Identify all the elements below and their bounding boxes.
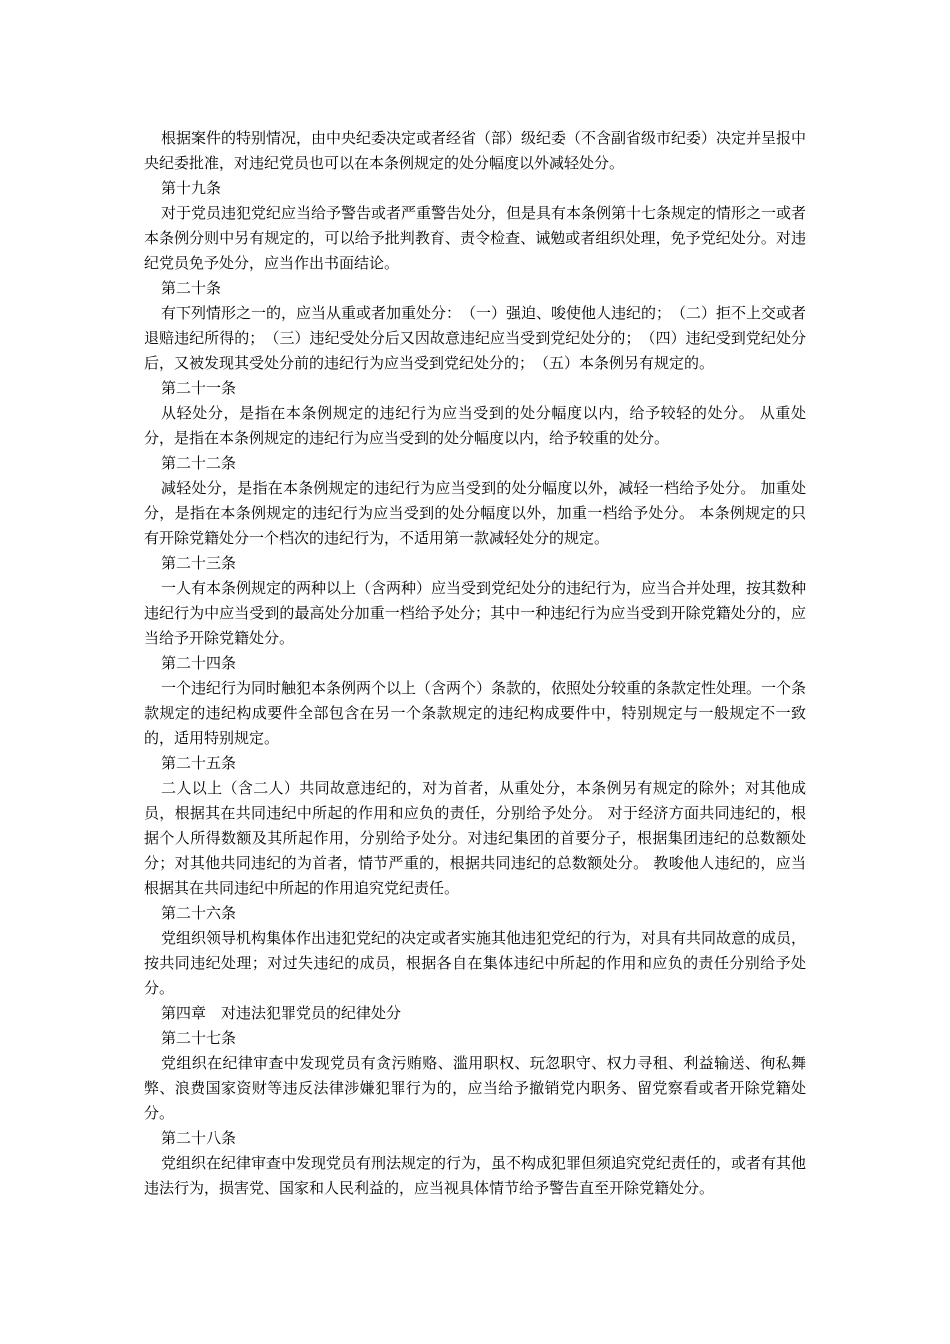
paragraph-article-25: 二人以上（含二人）共同故意违纪的，对为首者，从重处分，本条例另有规定的除外；对其他成员，根据其在共同违纪中所起的作用和应负的责任，分别给予处分。 对于经济方面共同违纪的，根据个人所得数额及其所起作用，分别给予处分。对违纪集团的首要分子，根据集团违纪的总数额处分；对其他共同违纪的为首者，情节严重的，根据共同违纪的总数额处分。 教唆他人违纪的，应当根据其在共同违纪中所起的作用追究党纪责任。 <box>144 779 806 897</box>
article-heading-24: 第二十四条 <box>161 654 237 672</box>
article-heading-20: 第二十条 <box>161 279 222 297</box>
article-heading-19: 第十九条 <box>161 179 222 197</box>
paragraph-reduced-punishment: 根据案件的特别情况，由中央纪委决定或者经省（部）级纪委（不含副省级市纪委）决定并呈报中央纪委批准，对违纪党员也可以在本条例规定的处分幅度以外减轻处分。 <box>144 129 807 172</box>
paragraph-article-26: 党组织领导机构集体作出违犯党纪的决定或者实施其他违犯党纪的行为，对具有共同故意的成员，按共同违纪处理；对过失违纪的成员，根据各自在集体违纪中所起的作用和应负的责任分别给予处分。 <box>144 929 807 997</box>
paragraph-article-28: 党组织在纪律审查中发现党员有刑法规定的行为，虽不构成犯罪但须追究党纪责任的，或者有其他违法行为，损害党、国家和人民利益的，应当视具体情节给予警告直至开除党籍处分。 <box>144 1154 807 1197</box>
article-heading-23: 第二十三条 <box>161 554 237 572</box>
article-heading-22: 第二十二条 <box>161 454 237 472</box>
article-heading-25: 第二十五条 <box>161 754 237 772</box>
article-heading-27: 第二十七条 <box>161 1029 237 1047</box>
paragraph-article-21: 从轻处分，是指在本条例规定的违纪行为应当受到的处分幅度以内，给予较轻的处分。 从重处分，是指在本条例规定的违纪行为应当受到的处分幅度以内，给予较重的处分。 <box>144 404 806 447</box>
paragraph-article-22: 减轻处分，是指在本条例规定的违纪行为应当受到的处分幅度以外，减轻一档给予处分。 加重处分，是指在本条例规定的违纪行为应当受到的处分幅度以外，加重一档给予处分。 本条例规定的只有开除党籍处分一个档次的违纪行为，不适用第一款减轻处分的规定。 <box>144 479 806 547</box>
paragraph-article-19: 对于党员违犯党纪应当给予警告或者严重警告处分，但是具有本条例第十七条规定的情形之一或者本条例分则中另有规定的，可以给予批判教育、责令检查、诫勉或者组织处理，免予党纪处分。对违纪党员免予处分，应当作出书面结论。 <box>144 204 807 272</box>
paragraph-article-20: 有下列情形之一的，应当从重或者加重处分： （一）强迫、唆使他人违纪的； （二）拒不上交或者退赔违纪所得的； （三）违纪受处分后又因故意违纪应当受到党纪处分的； （四）违纪受到党纪处分后，又被发现其受处分前的违纪行为应当受到党纪处分的； （五）本条例另有规定的。 <box>144 304 807 372</box>
article-heading-28: 第二十八条 <box>161 1129 237 1147</box>
article-heading-21: 第二十一条 <box>161 379 237 397</box>
document-body <box>144 126 806 1201</box>
article-heading-26: 第二十六条 <box>161 904 237 922</box>
chapter-heading-4: 第四章 对违法犯罪党员的纪律处分 <box>161 1004 402 1022</box>
paragraph-article-24: 一个违纪行为同时触犯本条例两个以上（含两个）条款的，依照处分较重的条款定性处理。一个条款规定的违纪构成要件全部包含在另一个条款规定的违纪构成要件中，特别规定与一般规定不一致的，适用特别规定。 <box>144 679 807 747</box>
paragraph-article-23: 一人有本条例规定的两种以上（含两种）应当受到党纪处分的违纪行为，应当合并处理，按其数种违纪行为中应当受到的最高处分加重一档给予处分；其中一种违纪行为应当受到开除党籍处分的，应当给予开除党籍处分。 <box>144 579 807 647</box>
paragraph-article-27: 党组织在纪律审查中发现党员有贪污贿赂、滥用职权、玩忽职守、权力寻租、利益输送、徇私舞弊、浪费国家资财等违反法律涉嫌犯罪行为的，应当给予撤销党内职务、留党察看或者开除党籍处分。 <box>144 1054 806 1122</box>
